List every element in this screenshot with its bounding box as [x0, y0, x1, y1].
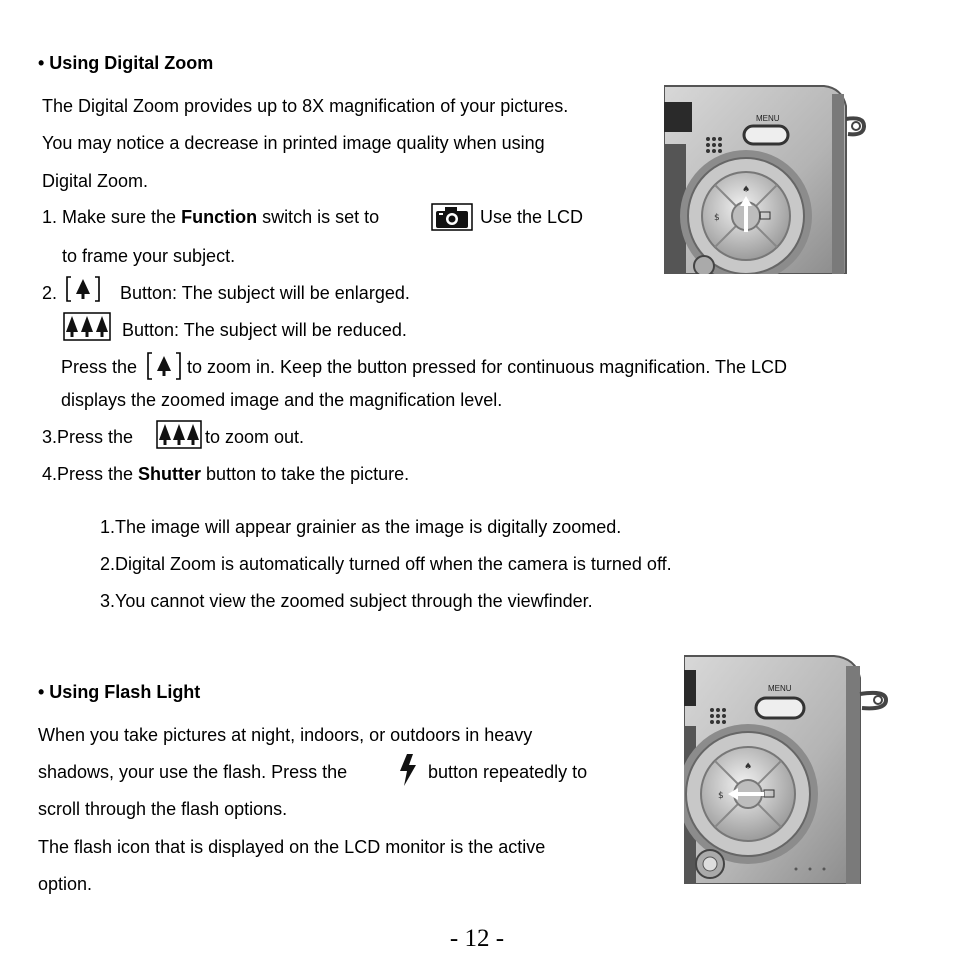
step-4-suffix: button to take the picture. [201, 464, 410, 484]
svg-text:♠: ♠ [744, 762, 753, 772]
camera-mode-icon [431, 203, 473, 231]
press-zoom-in-prefix: Press the [61, 357, 138, 377]
flash-line-4: The flash icon that is displayed on the LCD monitor is the active [38, 837, 546, 857]
note-3: 3.You cannot view the zoomed subject through the viewfinder. [100, 591, 593, 611]
intro-line-3: Digital Zoom. [42, 171, 149, 191]
step-2-tele-text: Button: The subject will be enlarged. [120, 283, 410, 303]
note-2: 2.Digital Zoom is automatically turned off when the camera is turned off. [100, 554, 672, 574]
flash-line-1: When you take pictures at night, indoors, or outdoors in heavy [38, 725, 533, 745]
press-zoom-in-suffix: to zoom in. Keep the button pressed for continuous magnification. The LCD [187, 357, 788, 377]
step-2-number: 2. [42, 283, 58, 303]
section-heading-digital-zoom: • Using Digital Zoom [38, 53, 214, 73]
zoom-tele-icon [66, 276, 100, 302]
step-1-mid: switch is set to [257, 207, 380, 227]
flash-line-2-suffix: button repeatedly to [428, 762, 588, 782]
step-4-line [42, 463, 409, 485]
zoom-wide-icon [63, 312, 111, 341]
intro-line-1: The Digital Zoom provides up to 8X magnification of your pictures. [42, 96, 569, 116]
flash-icon [398, 753, 418, 787]
flash-line-5: option. [38, 874, 93, 894]
step-2-wide-text: Button: The subject will be reduced. [122, 320, 407, 340]
zoom-wide-icon [156, 420, 202, 449]
flash-line-3: scroll through the flash options. [38, 799, 288, 819]
camera-menu-label: MENU [756, 114, 780, 123]
step-3-prefix: 3.Press the [42, 427, 134, 447]
camera-zoom-photo [664, 84, 868, 274]
note-1: 1.The image will appear grainier as the image is digitally zoomed. [100, 517, 622, 537]
press-zoom-in-line-2: displays the zoomed image and the magnification level. [61, 390, 503, 410]
zoom-tele-icon [147, 352, 181, 380]
section-heading-flash-light: • Using Flash Light [38, 682, 201, 702]
step-4-prefix: 4.Press the [42, 464, 139, 484]
page-number: - 12 - [449, 925, 505, 952]
camera-back-illustration [664, 84, 868, 274]
step-1-function-label: Function [181, 207, 258, 227]
step-1-suffix: Use the LCD [480, 207, 584, 227]
camera-back-illustration [684, 654, 892, 884]
camera-flash-photo [684, 654, 892, 884]
svg-text:$: $ [714, 213, 720, 223]
step-1-line [42, 206, 379, 228]
step-1-prefix: 1. Make sure the [42, 207, 182, 227]
intro-line-2: You may notice a decrease in printed image quality when using [42, 133, 545, 153]
step-3-suffix: to zoom out. [205, 427, 305, 447]
step-1-line-2: to frame your subject. [62, 246, 236, 266]
camera-menu-label: MENU [768, 684, 792, 693]
flash-line-2-prefix: shadows, your use the flash. Press the [38, 762, 348, 782]
svg-text:$: $ [718, 791, 724, 801]
svg-text:♠: ♠ [742, 185, 751, 195]
step-4-shutter-label: Shutter [138, 464, 202, 484]
